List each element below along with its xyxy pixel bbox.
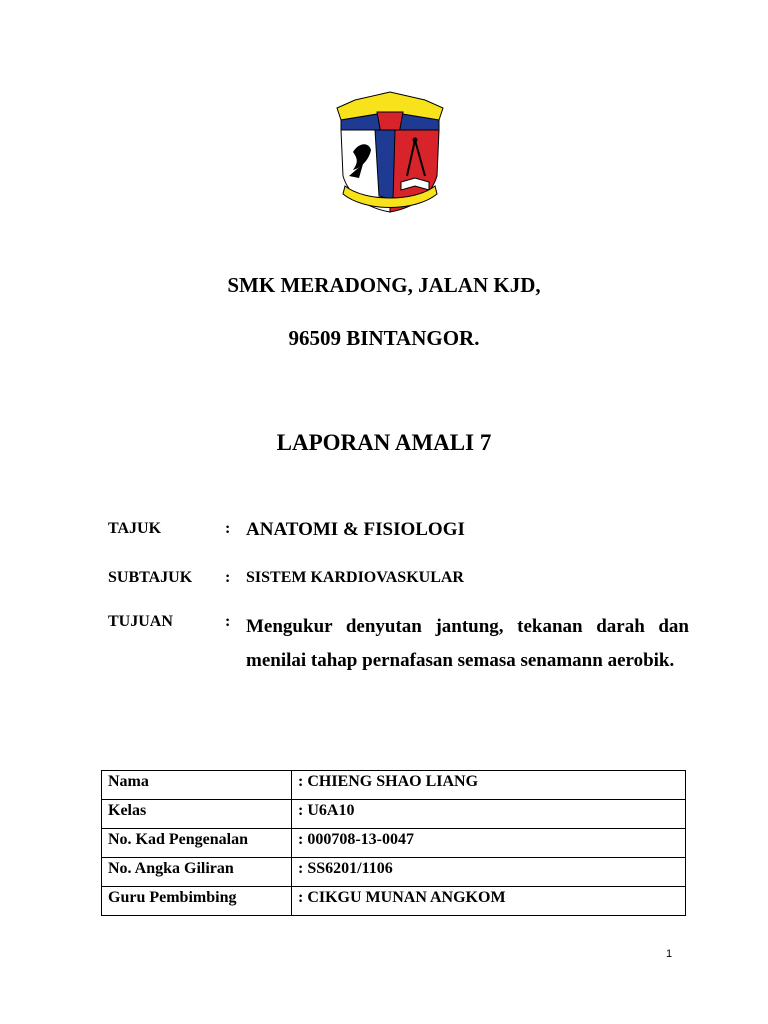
tajuk-colon: : [225, 520, 231, 537]
page-number: 1 [666, 948, 673, 960]
table-value-cell: : CIKGU MUNAN ANGKOM [292, 887, 686, 916]
subtajuk-value: SISTEM KARDIOVASKULAR [246, 569, 464, 586]
school-crest-logo [335, 90, 445, 220]
table-row [102, 858, 686, 887]
table-label-cell: No. Kad Pengenalan [102, 829, 292, 858]
table-row [102, 771, 686, 800]
subtajuk-colon: : [225, 569, 231, 586]
tujuan-label: TUJUAN [108, 613, 173, 630]
report-title: LAPORAN AMALI 7 [276, 430, 492, 455]
table-value-cell: : 000708-13-0047 [292, 829, 686, 858]
tujuan-colon: : [225, 613, 231, 630]
school-address-line2: 96509 BINTANGOR. [288, 326, 480, 350]
school-address-line1: SMK MERADONG, JALAN KJD, [227, 273, 541, 297]
table-row [102, 829, 686, 858]
student-info-table [101, 770, 686, 916]
table-label-cell: Nama [102, 771, 292, 800]
table-row [102, 887, 686, 916]
table-label-cell: Guru Pembimbing [102, 887, 292, 916]
subtajuk-label: SUBTAJUK [108, 569, 193, 586]
table-value-cell: : SS6201/1106 [292, 858, 686, 887]
table-row [102, 800, 686, 829]
tajuk-value: ANATOMI & FISIOLOGI [246, 519, 465, 540]
table-value-cell: : U6A10 [292, 800, 686, 829]
table-label-cell: No. Angka Giliran [102, 858, 292, 887]
table-label-cell: Kelas [102, 800, 292, 829]
tujuan-value: Mengukur denyutan jantung, tekanan darah dan menilai tahap pernafasan semasa senamann aerobik. [246, 616, 689, 671]
table-value-cell: : CHIENG SHAO LIANG [292, 771, 686, 800]
tajuk-label: TAJUK [108, 520, 162, 537]
